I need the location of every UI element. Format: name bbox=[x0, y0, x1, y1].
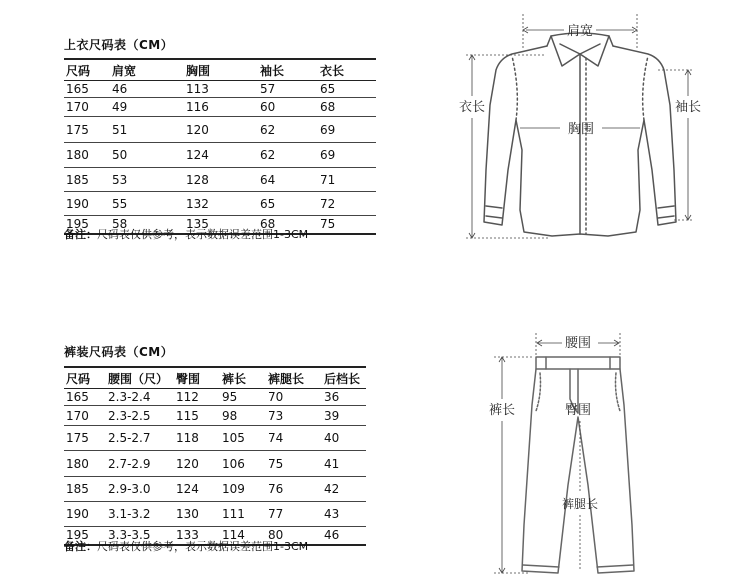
table-cell: 46 bbox=[324, 528, 340, 543]
table-row bbox=[64, 477, 366, 502]
table-row bbox=[64, 168, 376, 192]
column-header: 臀围 bbox=[176, 371, 201, 386]
table-cell: 42 bbox=[324, 482, 340, 496]
chest-label: 胸围 bbox=[567, 122, 595, 137]
shirt-table-note bbox=[64, 226, 308, 242]
table-row bbox=[64, 117, 376, 143]
table-cell: 50 bbox=[112, 148, 128, 162]
pants-table-title: 裤装尺码表（CM） bbox=[64, 345, 174, 359]
table-header-row bbox=[64, 367, 366, 389]
column-header: 肩宽 bbox=[112, 63, 137, 78]
table-cell: 175 bbox=[66, 122, 89, 137]
table-cell: 185 bbox=[66, 172, 89, 187]
table-cell: 62 bbox=[260, 122, 276, 137]
pants-diagram bbox=[470, 325, 670, 580]
table-cell: 72 bbox=[320, 196, 336, 211]
table-cell: 130 bbox=[176, 507, 199, 521]
table-cell: 43 bbox=[324, 507, 340, 521]
table-cell: 111 bbox=[222, 507, 245, 521]
table-cell: 165 bbox=[66, 390, 89, 404]
table-row bbox=[64, 389, 366, 406]
table-cell: 170 bbox=[66, 408, 89, 423]
table-row bbox=[64, 426, 366, 451]
shirt-table-title: 上衣尺码表（CM） bbox=[64, 38, 174, 52]
table-cell: 2.3-2.5 bbox=[108, 408, 151, 423]
table-cell: 114 bbox=[222, 528, 245, 543]
note-label: 备注： bbox=[64, 540, 97, 553]
note-label: 备注： bbox=[64, 228, 97, 241]
table-cell: 124 bbox=[176, 482, 199, 496]
column-header: 衣长 bbox=[320, 63, 345, 78]
column-header: 腰围（尺） bbox=[108, 371, 169, 386]
table-cell: 120 bbox=[176, 456, 199, 471]
table-cell: 39 bbox=[324, 408, 340, 423]
table-cell: 105 bbox=[222, 431, 245, 445]
table-cell: 180 bbox=[66, 456, 89, 471]
table-cell: 73 bbox=[268, 408, 284, 423]
table-cell: 180 bbox=[66, 148, 89, 162]
table-cell: 175 bbox=[66, 431, 89, 445]
column-header: 尺码 bbox=[66, 63, 91, 78]
column-header: 胸围 bbox=[186, 63, 211, 78]
table-cell: 135 bbox=[186, 217, 209, 232]
table-cell: 53 bbox=[112, 172, 128, 187]
table-cell: 65 bbox=[320, 82, 336, 96]
table-cell: 64 bbox=[260, 172, 276, 187]
waist-label: 腰围 bbox=[564, 336, 592, 351]
table-cell: 69 bbox=[320, 122, 336, 137]
column-header: 后档长 bbox=[324, 371, 361, 386]
table-cell: 109 bbox=[222, 482, 245, 496]
table-cell: 75 bbox=[268, 456, 284, 471]
table-cell: 68 bbox=[260, 217, 276, 232]
table-cell: 120 bbox=[186, 122, 209, 137]
table-cell: 70 bbox=[268, 390, 284, 404]
table-cell: 80 bbox=[268, 528, 284, 543]
table-cell: 51 bbox=[112, 122, 128, 137]
leg-length-label: 裤腿长 bbox=[561, 497, 599, 511]
table-cell: 36 bbox=[324, 390, 340, 404]
table-cell: 60 bbox=[260, 100, 276, 114]
shoulder-label: 肩宽 bbox=[566, 24, 594, 39]
table-cell: 112 bbox=[176, 390, 199, 404]
table-cell: 74 bbox=[268, 431, 284, 445]
table-cell: 71 bbox=[320, 172, 336, 187]
table-row bbox=[64, 192, 376, 216]
table-cell: 165 bbox=[66, 82, 89, 96]
column-header: 尺码 bbox=[66, 371, 91, 386]
table-row bbox=[64, 143, 376, 168]
table-cell: 40 bbox=[324, 431, 340, 445]
table-cell: 49 bbox=[112, 100, 128, 114]
table-cell: 113 bbox=[186, 82, 209, 96]
table-cell: 76 bbox=[268, 482, 284, 496]
table-row bbox=[64, 451, 366, 477]
pants-length-label: 裤长 bbox=[488, 403, 516, 418]
table-row bbox=[64, 502, 366, 527]
table-cell: 190 bbox=[66, 196, 89, 211]
sleeve-label: 袖长 bbox=[674, 100, 702, 115]
table-cell: 170 bbox=[66, 100, 89, 114]
note-text: 尺码表仅供参考，表示数据误差范围1-3CM bbox=[97, 540, 309, 553]
pants-size-table bbox=[64, 366, 366, 546]
table-cell: 133 bbox=[176, 528, 199, 543]
table-row bbox=[64, 81, 376, 98]
table-cell: 57 bbox=[260, 82, 276, 96]
table-row bbox=[64, 406, 366, 426]
table-row bbox=[64, 98, 376, 117]
table-cell: 132 bbox=[186, 196, 209, 211]
table-cell: 3.3-3.5 bbox=[108, 528, 151, 543]
note-text: 尺码表仅供参考，表示数据误差范围1-3CM bbox=[97, 228, 309, 241]
table-cell: 55 bbox=[112, 196, 128, 211]
table-cell: 69 bbox=[320, 148, 336, 162]
table-cell: 106 bbox=[222, 456, 245, 471]
table-cell: 95 bbox=[222, 390, 238, 404]
table-cell: 115 bbox=[176, 408, 199, 423]
table-cell: 62 bbox=[260, 148, 276, 162]
table-cell: 58 bbox=[112, 217, 128, 232]
column-header: 袖长 bbox=[260, 63, 285, 78]
table-cell: 128 bbox=[186, 172, 209, 187]
hip-label: 臀围 bbox=[564, 403, 592, 418]
table-cell: 2.9-3.0 bbox=[108, 482, 151, 496]
table-cell: 41 bbox=[324, 456, 340, 471]
table-header-row bbox=[64, 59, 376, 81]
table-cell: 3.1-3.2 bbox=[108, 507, 151, 521]
table-cell: 98 bbox=[222, 408, 238, 423]
column-header: 裤长 bbox=[222, 371, 247, 386]
length-label: 衣长 bbox=[458, 100, 486, 115]
pants-table-note bbox=[64, 538, 308, 554]
table-cell: 124 bbox=[186, 148, 209, 162]
table-cell: 195 bbox=[66, 528, 89, 543]
shirt-size-table bbox=[64, 58, 376, 235]
table-cell: 2.5-2.7 bbox=[108, 431, 151, 445]
table-cell: 2.3-2.4 bbox=[108, 390, 151, 404]
table-cell: 190 bbox=[66, 507, 89, 521]
table-cell: 2.7-2.9 bbox=[108, 456, 151, 471]
table-cell: 185 bbox=[66, 482, 89, 496]
table-cell: 116 bbox=[186, 100, 209, 114]
column-header: 裤腿长 bbox=[268, 371, 305, 386]
table-cell: 75 bbox=[320, 217, 336, 232]
table-cell: 65 bbox=[260, 196, 276, 211]
table-cell: 46 bbox=[112, 82, 128, 96]
table-cell: 118 bbox=[176, 431, 199, 445]
table-cell: 68 bbox=[320, 100, 336, 114]
shirt-diagram bbox=[450, 10, 720, 250]
table-cell: 195 bbox=[66, 217, 89, 232]
table-cell: 77 bbox=[268, 507, 284, 521]
